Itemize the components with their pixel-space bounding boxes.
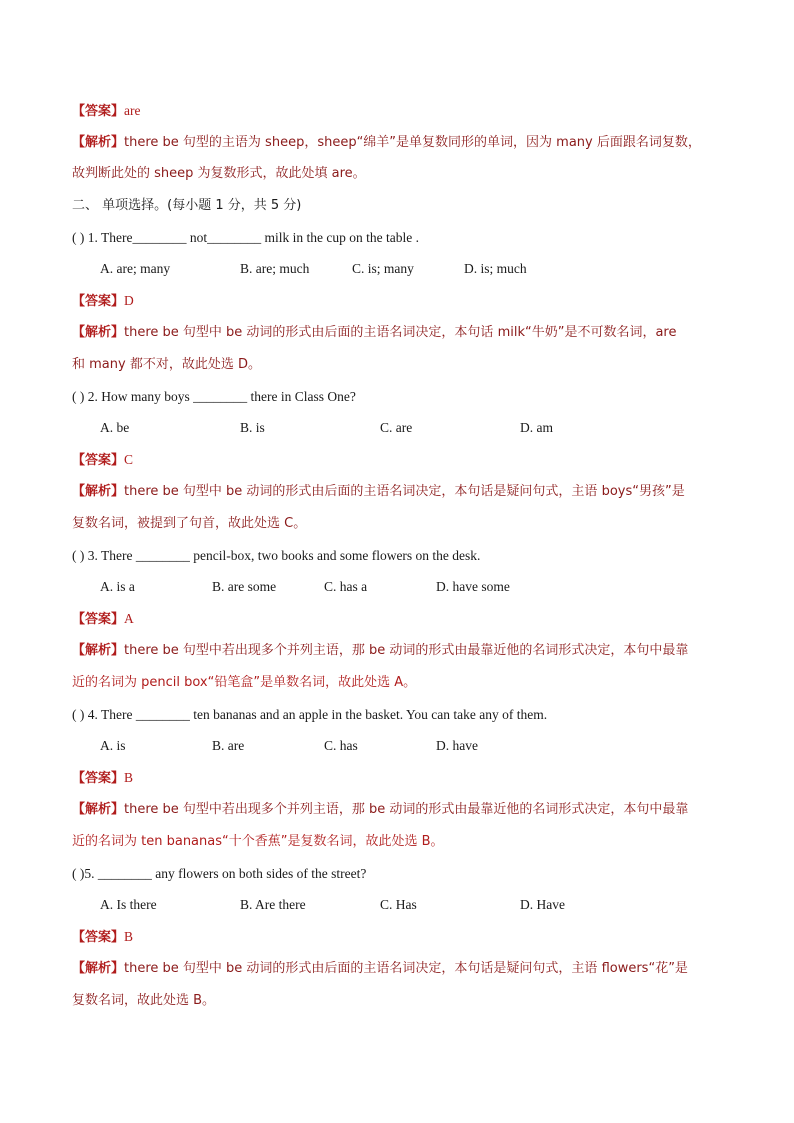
option-d: D. am: [520, 420, 553, 435]
option-d: D. Have: [520, 897, 565, 912]
option-c: C. Has: [380, 897, 417, 912]
option-d: D. is; much: [464, 261, 527, 276]
option-b: B. are; much: [240, 261, 310, 276]
prev-answer: [72, 101, 141, 122]
analysis-line-2: 近的名词为 ten bananas“十个香蕉”是复数名词，故此处选 B。: [72, 834, 444, 849]
answer: 【答案】D: [72, 293, 134, 309]
option-b: B. is: [240, 420, 265, 435]
analysis-line-2: 和 many 都不对，故此处选 D。: [72, 357, 261, 372]
option-c: C. is; many: [352, 261, 414, 276]
option-b: B. Are there: [240, 897, 306, 912]
prev-analysis-line-1: [72, 132, 701, 153]
analysis-line-1: 【解析】there be 句型中 be 动词的形式由后面的主语名词决定，本句话是疑问句式，主语 boys“男孩”是: [72, 484, 685, 499]
question-stem: ( ) 2. How many boys ________ there in Class One?: [72, 389, 356, 404]
analysis-line-2: 近的名词为 pencil box“铅笔盒”是单数名词，故此处选 A。: [72, 675, 417, 690]
analysis-tag: 【解析】: [72, 135, 125, 150]
option-c: C. has a: [324, 579, 368, 594]
answer: 【答案】B: [72, 770, 134, 786]
question-stem: ( ) 3. There ________ pencil-box, two books and some flowers on the desk.: [72, 548, 481, 563]
analysis-line-1: 【解析】there be 句型中若出现多个并列主语，那 be 动词的形式由最靠近他的名词形式决定，本句中最靠: [72, 802, 689, 817]
analysis-text: there be 句型的主语为 sheep，sheep“绵羊”是单复数同形的单词，因为 many 后面跟名词复数，: [124, 135, 701, 150]
option-b: B. are some: [212, 579, 277, 594]
option-c: C. are: [380, 420, 413, 435]
question-stem: ( )5. ________ any flowers on both sides of the street?: [72, 866, 367, 881]
answer: 【答案】C: [72, 452, 134, 468]
question-stem: ( ) 4. There ________ ten bananas and an apple in the basket. You can take any of them.: [72, 707, 548, 722]
analysis-line-1: 【解析】there be 句型中 be 动词的形式由后面的主语名词决定，本句话 milk“牛奶”是不可数名词，are: [72, 325, 677, 340]
section-title: 二、 单项选择。(每小题 1 分，共 5 分): [72, 198, 302, 213]
option-b: B. are: [212, 738, 245, 753]
option-c: C. has: [324, 738, 358, 753]
answer: 【答案】B: [72, 929, 134, 945]
analysis-line-2: 复数名词，故此处选 B。: [72, 993, 216, 1008]
analysis-line-1: 【解析】there be 句型中 be 动词的形式由后面的主语名词决定，本句话是疑问句式，主语 flowers“花”是: [72, 961, 688, 976]
prev-analysis-line-2: [72, 163, 366, 184]
option-a: A. be: [100, 420, 130, 435]
analysis-text: 故判断此处的 sheep 为复数形式，故此处填 are。: [72, 166, 366, 181]
answer-tag: 【答案】: [72, 104, 125, 119]
analysis-line-2: 复数名词，被提到了句首，故此处选 C。: [72, 516, 307, 531]
option-a: A. are; many: [100, 261, 171, 276]
answer: 【答案】A: [72, 611, 134, 627]
option-a: A. is: [100, 738, 126, 753]
option-a: A. Is there: [100, 897, 157, 912]
option-a: A. is a: [100, 579, 135, 594]
question-stem: ( ) 1. There________ not________ milk in the cup on the table .: [72, 230, 419, 245]
analysis-line-1: 【解析】there be 句型中若出现多个并列主语，那 be 动词的形式由最靠近他的名词形式决定，本句中最靠: [72, 643, 689, 658]
option-d: D. have: [436, 738, 478, 753]
answer-text: are: [124, 103, 141, 118]
option-d: D. have some: [436, 579, 510, 594]
